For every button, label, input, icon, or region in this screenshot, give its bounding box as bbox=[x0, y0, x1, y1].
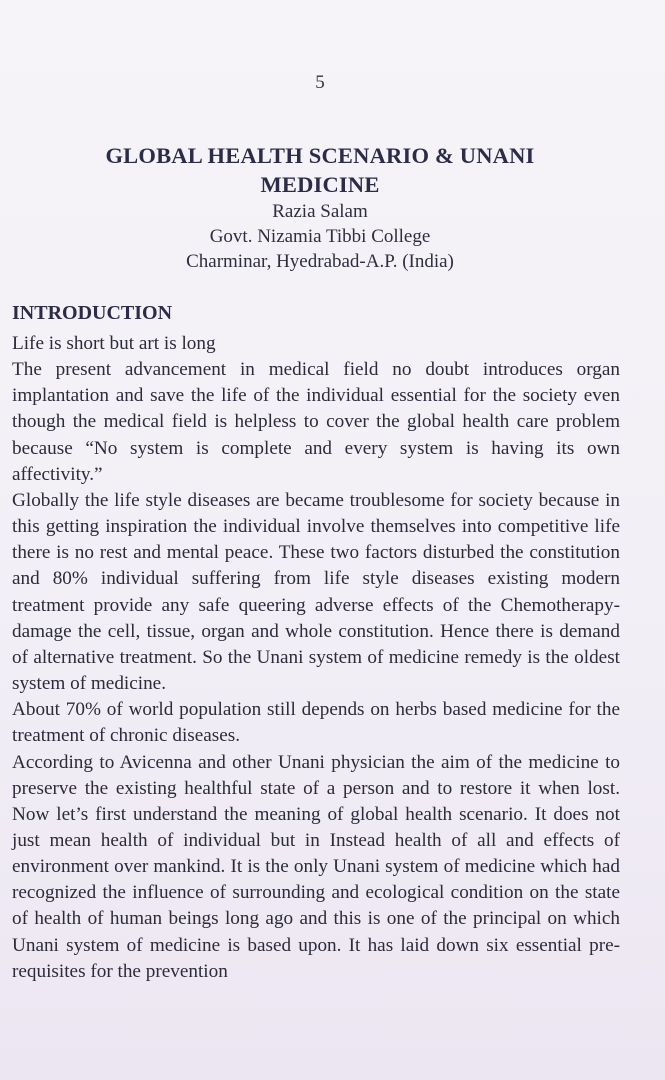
page-number: 5 bbox=[315, 72, 325, 93]
body-paragraph: The present advancement in medical field no doubt introduces organ implantation and save the life of the individual essential for the society even though the medical field is helpless to cover the global health care problem because “No system is complete and every system is having its own affectivity.” bbox=[12, 359, 620, 485]
body-text bbox=[12, 331, 620, 985]
body-paragraph: About 70% of world population still depends on herbs based medicine for the treatment of chronic diseases. bbox=[12, 699, 620, 747]
section-heading: INTRODUCTION bbox=[12, 302, 173, 324]
body-paragraph: Globally the life style diseases are became troublesome for society because in this getting inspiration the individual involve themselves into competitive life there is no rest and mental peace. These two factors disturbed the constitution and 80% individual suffering from life style diseases existing modern treatment provide any safe queering adverse effects of the Chemotherapy-damage the cell, tissue, organ and whole constitution. Hence there is demand of alternative treatment. So the Unani system of medicine remedy is the oldest system of medicine. bbox=[12, 489, 620, 695]
title-block bbox=[0, 141, 640, 274]
article-title-line-1: GLOBAL HEALTH SCENARIO & UNANI bbox=[105, 143, 535, 168]
author-name: Razia Salam bbox=[272, 201, 368, 222]
article-title-line-2: MEDICINE bbox=[260, 172, 380, 197]
body-paragraph: According to Avicenna and other Unani physician the aim of the medicine to preserve the existing healthful state of a person and to restore it when lost. Now let’s first understand the meaning of global health scenario. It does not just mean health of individual but in Instead health of all and effects of environment over mankind. It is the only Unani system of medicine which had recognized the influence of surrounding and ecological condition on the state of health of human beings long ago and this is one of the principal on which Unani system of medicine is based upon. It has laid down six essential pre-requisites for the prevention bbox=[12, 751, 620, 982]
affiliation-line-1: Govt. Nizamia Tibbi College bbox=[209, 226, 431, 247]
affiliation-line-2: Charminar, Hyedrabad-A.P. (India) bbox=[186, 251, 454, 272]
body-paragraph: Life is short but art is long bbox=[12, 333, 216, 354]
